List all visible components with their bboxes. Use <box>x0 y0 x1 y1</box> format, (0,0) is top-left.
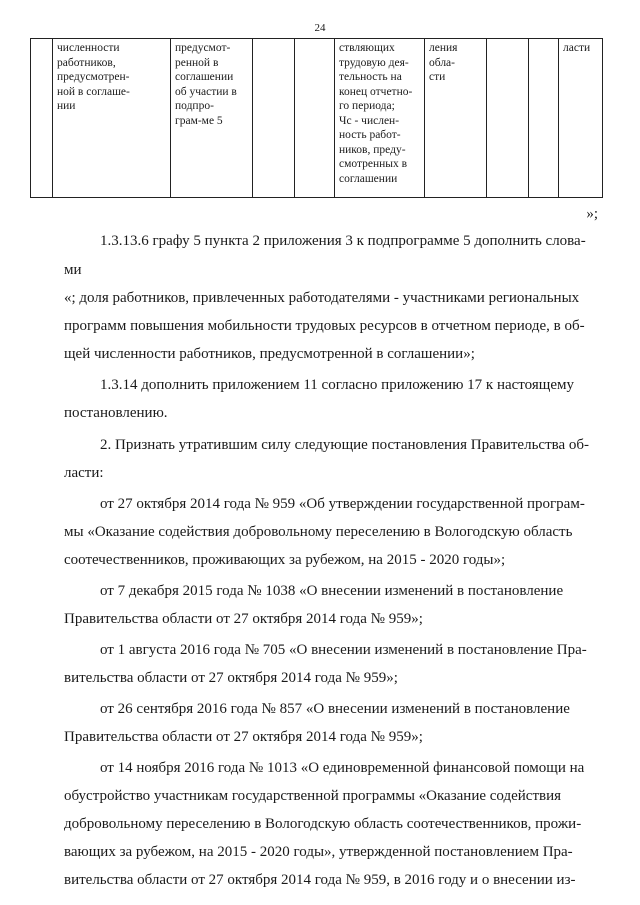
text-line: постановлению. <box>64 405 168 421</box>
table-cell: предусмот- ренной в соглашении об участии в подпро- грам-ме 5 <box>171 39 253 198</box>
text-line: ми <box>64 262 82 278</box>
text-line: «; доля работников, привлеченных работодателями - участниками региональных <box>64 290 580 306</box>
text-line: от 7 декабря 2015 года № 1038 «О внесении изменений в постановление <box>100 583 564 599</box>
text-line: вительства области от 27 октября 2014 года № 959»; <box>64 670 398 686</box>
table-cell <box>295 39 335 198</box>
text-line: 2. Признать утратившим силу следующие постановления Правительства об- <box>100 437 590 453</box>
text-line: Правительства области от 27 октября 2014 года № 959»; <box>64 611 423 627</box>
table-row <box>31 39 603 198</box>
text-line: соотечественников, проживающих за рубежом, на 2015 - 2020 годы»; <box>64 552 506 568</box>
text-line: 1.3.13.6 графу 5 пункта 2 приложения 3 к подпрограмме 5 дополнить слова- <box>100 233 586 249</box>
closing-quote-mark: »; <box>586 206 598 222</box>
table-cell <box>253 39 295 198</box>
text-line: 1.3.14 дополнить приложением 11 согласно приложению 17 к настоящему <box>100 377 574 393</box>
table-cell: ласти <box>559 39 603 198</box>
text-line: от 27 октября 2014 года № 959 «Об утверждении государственной програм- <box>100 496 585 512</box>
continuation-table <box>30 38 603 198</box>
text-line: мы «Оказание содействия добровольному переселению в Вологодскую область <box>64 524 573 540</box>
text-line: от 1 августа 2016 года № 705 «О внесении изменений в постановление Пра- <box>100 642 587 658</box>
text-line: от 26 сентября 2016 года № 857 «О внесении изменений в постановление <box>100 701 570 717</box>
table-cell: ления обла- сти <box>425 39 487 198</box>
text-line: ласти: <box>64 465 104 481</box>
text-line: от 14 ноября 2016 года № 1013 «О единовременной финансовой помощи на <box>100 760 585 776</box>
table-cell <box>487 39 529 198</box>
table-cell: ствляющих трудовую дея- тельность на конец отчетно- го периода; Чс - числен- ность работ- ников, преду- смотренных в соглашении <box>335 39 425 198</box>
text-line: Правительства области от 27 октября 2014 года № 959»; <box>64 729 423 745</box>
text-line: добровольному переселению в Вологодскую область соотечественников, прожи- <box>64 816 582 832</box>
text-line: программ повышения мобильности трудовых ресурсов в отчетном периоде, в об- <box>64 318 585 334</box>
table-cell <box>529 39 559 198</box>
table-cell <box>31 39 53 198</box>
page-number: 24 <box>314 22 326 34</box>
text-line: вительства области от 27 октября 2014 года № 959, в 2016 году и о внесении из- <box>64 872 576 888</box>
text-line: обустройство участникам государственной программы «Оказание содействия <box>64 788 562 804</box>
table-cell: численности работников, предусмотрен- ной в соглаше- нии <box>53 39 171 198</box>
text-line: вающих за рубежом, на 2015 - 2020 годы», утвержденной постановлением Пра- <box>64 844 573 860</box>
text-line: щей численности работников, предусмотренной в соглашении»; <box>64 346 475 362</box>
